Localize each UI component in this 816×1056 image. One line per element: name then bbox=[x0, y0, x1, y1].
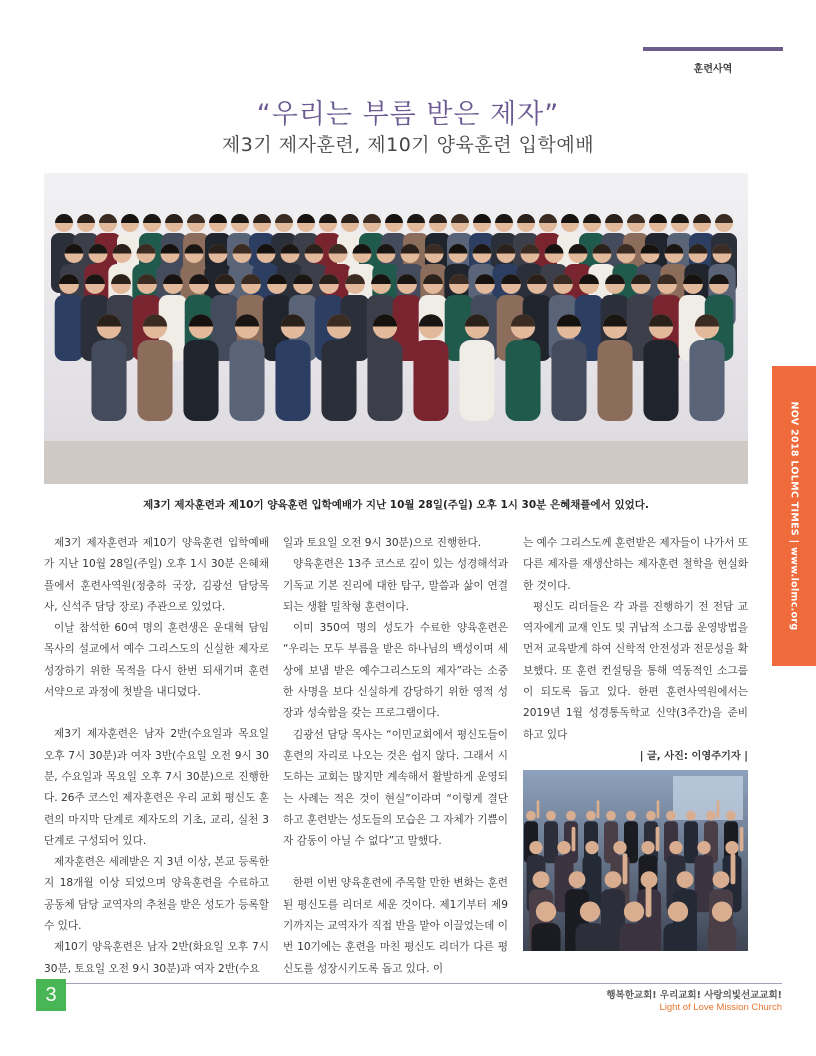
paragraph: 제10기 양육훈련은 남자 2반(화요일 오후 7시 30분, 토요일 오전 9시 30분)과 여자 2반(수요 bbox=[44, 941, 269, 975]
paragraph: 제자훈련은 세례받은 지 3년 이상, 본교 등록한 지 18개월 이상 되었으며 양육훈련을 수료하고 공동체 담당 교역자의 추천을 받은 성도가 등록할수 있다. bbox=[44, 856, 269, 933]
article-subheadline: 제3기 제자훈련, 제10기 양육훈련 입학예배 bbox=[221, 134, 595, 156]
paragraph: 양육훈련은 13주 코스로 깊이 있는 성경해석과 기독교 기본 진리에 대한 탐구, 말씀과 삶이 연결되는 생활 밀착형 훈련이다. bbox=[283, 558, 508, 613]
footer-church-name: Light of Love Mission Church bbox=[659, 1002, 782, 1013]
main-photo-caption: 제3기 제자훈련과 제10기 양육훈련 입학예배가 지난 10월 28일(주일) 오후 1시 30분 은혜채플에서 있었다. bbox=[143, 499, 649, 511]
side-tab-text: NOV 2018 LOLMC TIMES | www.lolmc.org bbox=[788, 401, 800, 631]
paragraph: 일과 토요일 오전 9시 30분)으로 진행한다. bbox=[283, 537, 482, 549]
paragraph: 이미 350여 명의 성도가 수료한 양육훈련은 “우리는 모두 부름을 받은 하나님의 백성이며 세상에 보냄 받은 예수그리스도의 제자”라는 소중한 사명을 보다 신실하게 감당하기 위한 영적 성장과 성숙함을 갖는 프로그램이다. bbox=[283, 622, 508, 720]
section-label: 훈련사역 bbox=[693, 64, 733, 75]
paragraph: 한편 이번 양육훈련에 주목할 만한 변화는 훈련된 평신도를 리더로 세운 것이다. 제1기부터 제9기까지는 교역자가 직접 반을 맡아 이끌었는데 이번 10기에는 훈련을 마친 평신도 리더가 다른 평신도를 성장시키도록 돕고 있다. 이 bbox=[283, 877, 508, 975]
paragraph: 이날 참석한 60여 명의 훈련생은 운대혁 담임목사의 설교에서 예수 그리스도의 신실한 제자로 성장하기 위한 목적을 다시 한번 되새기며 훈련 서약으로 과정에 첫발을 내디뎠다. bbox=[44, 622, 269, 699]
paragraph: 는 예수 그리스도께 훈련받은 제자들이 나가서 또 다른 제자를 재생산하는 제자훈련 철학을 현실화한 것이다. bbox=[523, 537, 748, 592]
byline: | 글, 사진: 이영주기자 | bbox=[639, 750, 748, 762]
page-number: 3 bbox=[36, 979, 66, 1011]
article-column-2 bbox=[283, 533, 508, 980]
article-column-3 bbox=[523, 533, 748, 767]
group-photo bbox=[44, 173, 748, 484]
header-accent-bar bbox=[643, 47, 783, 51]
side-tab bbox=[772, 366, 816, 666]
article-headline: “우리는 부름 받은 제자” bbox=[256, 99, 560, 130]
paragraph: 평신도 리더들은 각 과를 진행하기 전 전담 교역자에게 교재 인도 및 귀납적 소그룹 운영방법을 먼저 교육받게 하여 신학적 안전성과 전문성을 확보했다. 또 훈련 컨설팅을 통해 역동적인 소그룹이 되도록 돕고 있다. 한편 훈련사역원에서는 2019년 1월 성경통독학교 신약(3주간)을 준비하고 있다 bbox=[523, 600, 748, 741]
footer-slogan: 행복한교회! 우리교회! 사랑의빛선교교회! bbox=[606, 990, 782, 1001]
paragraph: 김광선 담당 목사는 “이민교회에서 평신도들이 훈련의 자리로 나오는 것은 쉽지 않다. 그래서 시도하는 교회는 많지만 계속해서 활발하게 운영되는 사례는 적은 것이 현실”이라며 “이렇게 결단하고 훈련받는 성도들의 모습은 그 자체가 기쁨이자 감동이 아닐 수 없다”고 말했다. bbox=[283, 728, 508, 848]
footer-divider bbox=[44, 983, 782, 984]
article-column-1 bbox=[44, 533, 269, 980]
worship-photo bbox=[523, 770, 748, 951]
paragraph: 제3기 제자훈련은 남자 2반(수요일과 목요일 오후 7시 30분)과 여자 3반(수요일 오전 9시 30분, 수요일과 목요일 오후 7시 30분)으로 진행한다. 26주 코스인 제자훈련은 우리 교회 평신도 훈련의 마지막 단계로 제자도의 기초, 교리, 실천 3단계로 구성되어 있다. bbox=[44, 728, 269, 847]
paragraph: 제3기 제자훈련과 제10기 양육훈련 입학예배가 지난 10월 28일(주일) 오후 1시 30분 은혜채플에서 훈련사역원(정충하 국장, 김광선 담당목사, 신석주 담당 장로) 주관으로 있었다. bbox=[44, 537, 269, 613]
